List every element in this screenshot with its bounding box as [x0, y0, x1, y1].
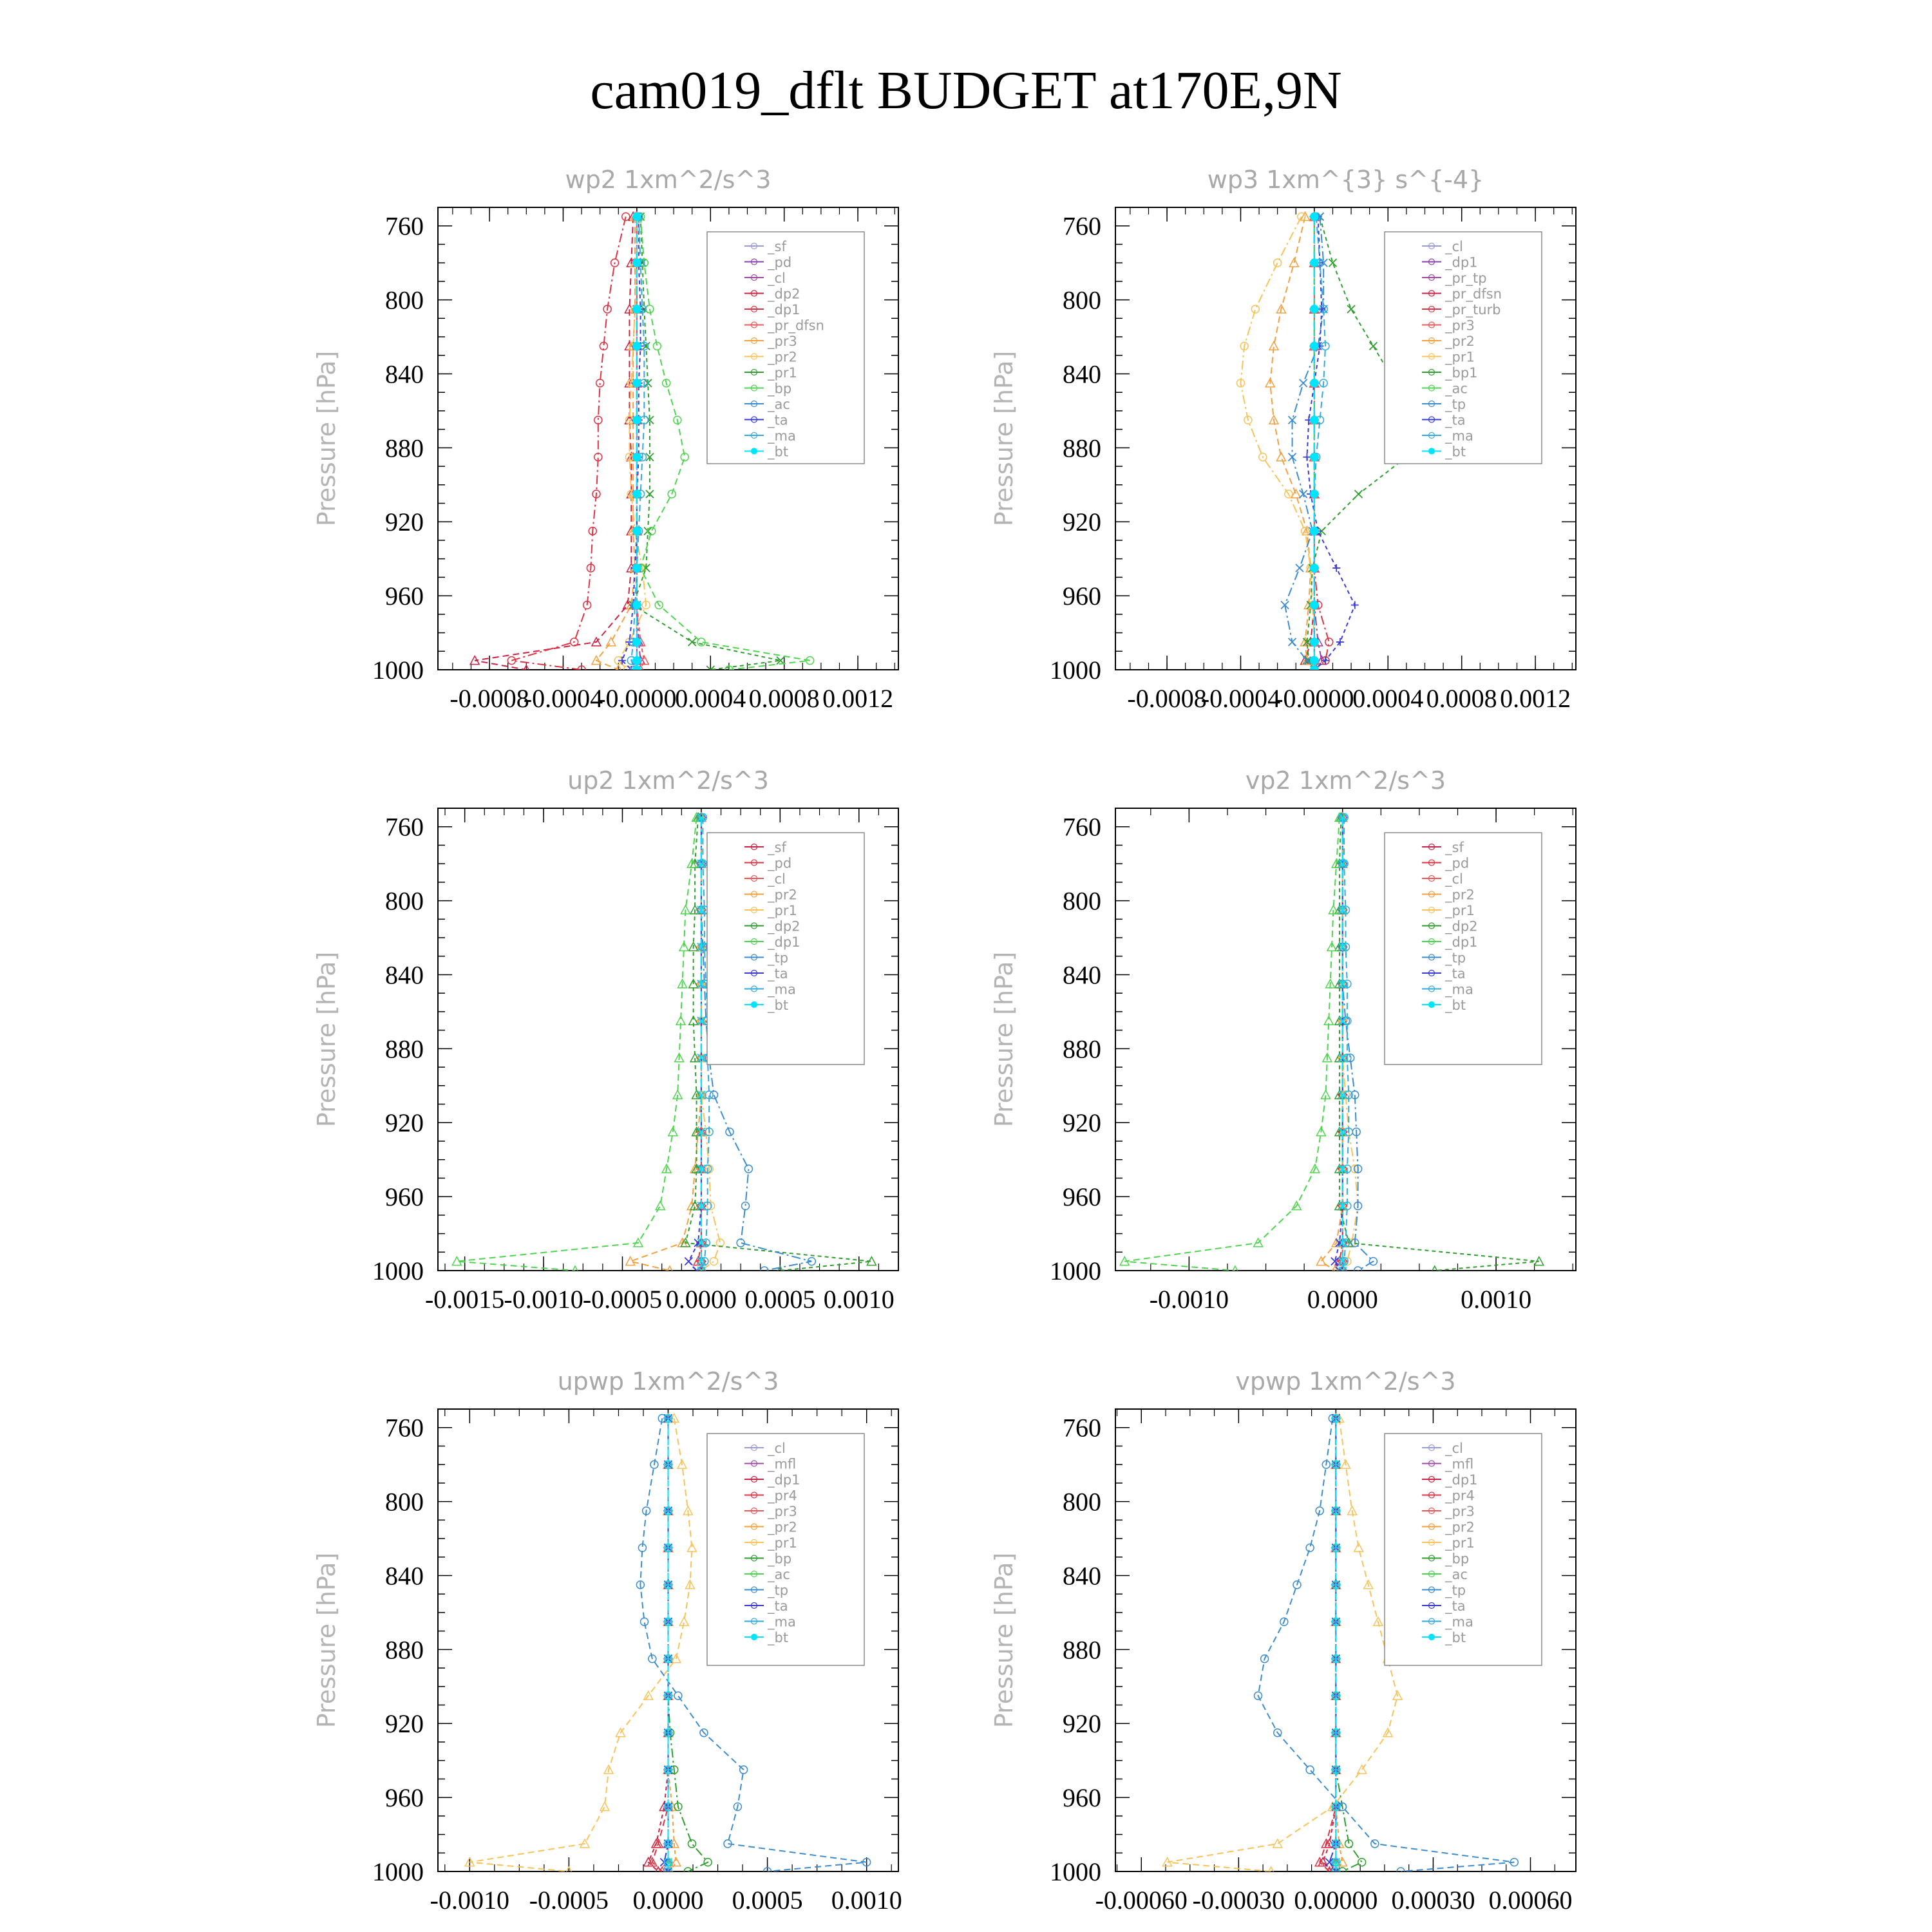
y-tick-label: 1000: [1050, 1256, 1101, 1285]
x-tick-label: 0.0010: [831, 1886, 902, 1915]
data-point: [710, 1258, 718, 1265]
x-tick-label: 0.0012: [1500, 684, 1571, 713]
data-point: [633, 527, 641, 535]
y-tick-label: 760: [385, 1413, 424, 1443]
page-title: cam019_dflt BUDGET at170E,9N: [590, 61, 1342, 120]
legend-label: _pr_tp: [1445, 270, 1487, 286]
data-point: [744, 1165, 752, 1173]
y-axis-label: Pressure [hPa]: [312, 951, 341, 1128]
y-tick-label: 1000: [372, 656, 424, 685]
data-point: [646, 490, 654, 498]
x-tick-label: 0.0000: [1307, 1285, 1378, 1314]
panel-3: [312, 766, 898, 1314]
legend-label: _pr_dfsn: [768, 317, 824, 334]
legend-label: _dp2: [768, 286, 800, 302]
legend-label: _pr4: [1445, 1488, 1475, 1504]
data-point: [1311, 666, 1318, 674]
legend-label: _bp: [1445, 1551, 1470, 1567]
legend-label: _ma: [768, 428, 796, 444]
data-point: [633, 305, 641, 313]
panel-title: upwp 1xm^2/s^3: [557, 1367, 779, 1396]
legend-label: _tp: [1445, 950, 1466, 966]
legend-label: _dp1: [1445, 934, 1478, 950]
data-point: [626, 1257, 635, 1265]
data-point: [710, 1091, 718, 1099]
legend-marker: [752, 1634, 757, 1640]
series-dp2: [470, 212, 638, 674]
y-tick-label: 920: [1063, 1108, 1101, 1138]
data-point: [633, 453, 641, 461]
legend-label: _sf: [1445, 840, 1464, 855]
data-point: [1306, 1766, 1314, 1774]
legend-label: _sf: [768, 840, 786, 855]
data-point: [1303, 453, 1311, 461]
legend-label: _pr2: [1445, 1519, 1475, 1535]
legend-label: _dp2: [768, 918, 800, 934]
series-pr2: [626, 813, 706, 1274]
y-tick-label: 880: [385, 1635, 424, 1665]
legend-label: _bt: [768, 1630, 789, 1645]
y-tick-label: 840: [1063, 359, 1101, 389]
legend-label: _ac: [768, 1567, 790, 1582]
y-tick-label: 840: [385, 359, 424, 389]
panel-6: [990, 1367, 1576, 1915]
y-tick-label: 840: [385, 1561, 424, 1591]
legend: [1385, 833, 1542, 1065]
x-tick-label: 0.0008: [748, 684, 820, 713]
y-tick-label: 800: [1063, 886, 1101, 916]
y-tick-label: 760: [1063, 812, 1101, 842]
legend-label: _ta: [1445, 1598, 1466, 1614]
data-point: [1289, 453, 1296, 461]
legend-label: _pr4: [768, 1488, 797, 1504]
y-tick-label: 760: [385, 812, 424, 842]
data-point: [1274, 259, 1282, 267]
panel-1: [312, 166, 898, 713]
data-point: [633, 490, 641, 498]
legend-label: _cl: [1445, 871, 1463, 887]
x-tick-label: -0.0015: [424, 1285, 505, 1314]
data-point: [688, 1840, 696, 1848]
x-tick-label: 0.0010: [823, 1285, 895, 1314]
y-tick-label: 960: [1063, 582, 1101, 611]
legend-label: _cl: [768, 871, 786, 887]
y-tick-label: 920: [385, 1108, 424, 1138]
x-tick-label: -0.0004: [1200, 684, 1281, 713]
y-axis-label: Pressure [hPa]: [990, 350, 1018, 527]
legend-label: _pr1: [1445, 1535, 1475, 1551]
legend-label: _pr1: [1445, 349, 1475, 365]
y-tick-label: 800: [385, 886, 424, 916]
legend-label: _pr2: [768, 349, 797, 365]
data-point: [1351, 601, 1359, 609]
x-tick-label: 0.0008: [1426, 684, 1497, 713]
legend-label: _bp: [768, 1551, 792, 1567]
data-point: [1358, 1859, 1366, 1866]
y-tick-label: 960: [385, 1783, 424, 1813]
data-point: [1311, 305, 1318, 313]
legend-label: _pr2: [1445, 887, 1475, 903]
legend-label: _dp1: [768, 934, 800, 950]
series-line: [1168, 1418, 1398, 1871]
panel-title: wp3 1xm^{3} s^{-4}: [1207, 166, 1484, 194]
legend-label: _cl: [768, 270, 786, 286]
series-pr1: [1163, 1414, 1403, 1875]
data-point: [1296, 564, 1303, 572]
panel-4: [990, 766, 1576, 1314]
y-tick-label: 960: [1063, 1783, 1101, 1813]
x-tick-label: -0.00060: [1095, 1886, 1188, 1915]
x-tick-label: -0.0010: [504, 1285, 583, 1314]
legend-label: _pd: [768, 855, 792, 871]
y-tick-label: 840: [385, 960, 424, 990]
legend-label: _ma: [768, 981, 796, 998]
data-point: [1302, 527, 1309, 535]
data-point: [1369, 342, 1377, 350]
legend-label: _pd: [768, 254, 792, 270]
x-tick-label: -0.0000: [597, 684, 677, 713]
legend-label: _bt: [1445, 444, 1466, 460]
x-tick-label: 0.0005: [744, 1285, 816, 1314]
series-dp1: [452, 813, 701, 1274]
y-tick-label: 920: [385, 1709, 424, 1739]
legend-label: _ac: [768, 397, 790, 412]
legend-label: _ma: [768, 1614, 796, 1630]
legend-label: _dp1: [1445, 254, 1478, 270]
y-tick-label: 880: [385, 1034, 424, 1064]
legend-label: _pr2: [768, 1519, 797, 1535]
legend-label: _pr1: [768, 365, 797, 381]
legend-label: _bp: [768, 381, 792, 397]
x-tick-label: -0.0005: [529, 1886, 609, 1915]
panel-title: vpwp 1xm^2/s^3: [1235, 1367, 1456, 1396]
legend-label: _dp1: [768, 302, 800, 317]
legend-label: _tp: [768, 950, 789, 966]
data-point: [1311, 657, 1318, 665]
panel-2: [990, 166, 1576, 713]
series-pr1: [1236, 213, 1318, 674]
data-point: [633, 259, 641, 267]
legend-label: _dp2: [1445, 918, 1478, 934]
data-point: [1300, 379, 1307, 387]
data-point: [1311, 564, 1318, 572]
x-tick-label: -0.0010: [1149, 1285, 1229, 1314]
series-line: [668, 1418, 708, 1871]
data-point: [648, 527, 656, 535]
legend-label: _ac: [1445, 1567, 1468, 1582]
data-point: [1306, 1544, 1314, 1551]
legend-label: _ta: [768, 1598, 788, 1614]
x-tick-label: -0.0010: [430, 1886, 509, 1915]
legend-label: _pr3: [1445, 1504, 1475, 1519]
legend-label: _dp1: [768, 1472, 800, 1488]
legend-label: _pr2: [768, 887, 797, 903]
x-tick-label: 0.0004: [1352, 684, 1424, 713]
legend-label: _cl: [1445, 1441, 1463, 1456]
panel-title: vp2 1xm^2/s^3: [1245, 766, 1446, 795]
legend-label: _bt: [1445, 1630, 1466, 1645]
legend: [707, 833, 864, 1065]
y-tick-label: 840: [1063, 1561, 1101, 1591]
y-tick-label: 960: [1063, 1182, 1101, 1212]
data-point: [596, 379, 604, 387]
legend-label: _tp: [768, 1582, 789, 1598]
series-line: [1124, 817, 1340, 1271]
legend-label: _tp: [1445, 397, 1466, 412]
y-tick-label: 880: [1063, 1034, 1101, 1064]
legend-label: _tp: [1445, 1582, 1466, 1598]
legend-label: _pr1: [768, 903, 797, 918]
panel-5: [312, 1367, 902, 1915]
legend-label: _ta: [1445, 412, 1466, 428]
data-point: [1329, 259, 1336, 267]
legend-label: _ma: [1445, 1614, 1473, 1630]
data-point: [1300, 490, 1307, 498]
legend-label: _sf: [768, 239, 786, 254]
legend-label: _pr_dfsn: [1445, 286, 1502, 302]
data-point: [633, 342, 641, 350]
series-line: [469, 1418, 692, 1871]
y-tick-label: 840: [1063, 960, 1101, 990]
series-dp1: [507, 213, 629, 674]
y-axis-label: Pressure [hPa]: [990, 1552, 1018, 1728]
data-point: [1311, 416, 1318, 424]
legend-marker: [1429, 1002, 1435, 1008]
legend-label: _pr_turb: [1445, 302, 1501, 317]
x-tick-label: -0.0008: [450, 684, 529, 713]
legend-marker: [1429, 1634, 1435, 1640]
x-tick-label: 0.0005: [732, 1886, 803, 1915]
data-point: [1311, 490, 1318, 498]
legend: [707, 232, 864, 464]
y-tick-label: 1000: [1050, 656, 1101, 685]
y-tick-label: 880: [1063, 1635, 1101, 1665]
legend-label: _ta: [768, 412, 788, 428]
x-tick-label: 0.0004: [675, 684, 746, 713]
data-point: [1273, 1839, 1282, 1848]
data-point: [633, 666, 641, 674]
y-tick-label: 800: [1063, 1487, 1101, 1517]
y-tick-label: 920: [1063, 507, 1101, 537]
x-tick-label: -0.0000: [1274, 684, 1354, 713]
legend-label: _bt: [768, 444, 789, 460]
legend-label: _pr1: [768, 1535, 797, 1551]
data-point: [1358, 1765, 1367, 1774]
x-tick-label: -0.00030: [1192, 1886, 1285, 1915]
y-tick-label: 800: [385, 285, 424, 315]
legend-label: _cl: [768, 1441, 786, 1456]
data-point: [1311, 213, 1318, 220]
legend-label: _mfl: [1445, 1456, 1474, 1472]
legend-label: _ac: [1445, 381, 1468, 397]
x-tick-label: -0.0005: [582, 1285, 663, 1314]
legend-label: _bt: [1445, 998, 1466, 1013]
legend-label: _ma: [1445, 981, 1473, 998]
data-point: [633, 564, 641, 572]
data-point: [716, 1239, 724, 1247]
legend-label: _mfl: [768, 1456, 797, 1472]
data-point: [1311, 601, 1318, 609]
x-tick-label: 0.00030: [1391, 1886, 1475, 1915]
legend-label: _pr3: [1445, 317, 1475, 334]
y-tick-label: 760: [385, 211, 424, 241]
legend-marker: [1429, 448, 1435, 454]
data-point: [633, 638, 641, 646]
data-point: [594, 416, 602, 424]
y-tick-label: 880: [1063, 433, 1101, 463]
data-point: [633, 379, 641, 387]
data-point: [607, 638, 616, 646]
y-tick-label: 960: [385, 1182, 424, 1212]
x-tick-label: 0.0010: [1461, 1285, 1532, 1314]
data-point: [1318, 305, 1325, 313]
y-axis-label: Pressure [hPa]: [990, 951, 1018, 1128]
legend-label: _pr1: [1445, 903, 1475, 918]
legend: [1385, 232, 1542, 464]
legend-label: _cl: [1445, 239, 1463, 254]
x-tick-label: -0.0004: [523, 684, 603, 713]
x-tick-label: 0.0000: [665, 1285, 737, 1314]
y-tick-label: 1000: [1050, 1857, 1101, 1886]
data-point: [633, 657, 641, 665]
data-point: [633, 601, 641, 609]
legend-label: _bt: [768, 998, 789, 1013]
y-axis-label: Pressure [hPa]: [312, 350, 341, 527]
legend-marker: [752, 448, 757, 454]
data-point: [674, 1692, 682, 1700]
data-point: [1311, 453, 1318, 461]
legend-label: _pr3: [768, 334, 797, 349]
data-point: [1311, 259, 1318, 267]
data-point: [1311, 342, 1318, 350]
data-point: [600, 1802, 609, 1810]
y-tick-label: 800: [1063, 285, 1101, 315]
data-point: [633, 416, 641, 424]
x-tick-label: 0.0000: [632, 1886, 704, 1915]
data-point: [1355, 490, 1363, 498]
legend-label: _ta: [768, 966, 788, 981]
data-point: [741, 1202, 749, 1209]
y-tick-label: 920: [1063, 1709, 1101, 1739]
x-tick-label: 0.0012: [822, 684, 894, 713]
y-tick-label: 920: [385, 507, 424, 537]
legend-label: _pr3: [768, 1504, 797, 1519]
legend: [1385, 1434, 1542, 1665]
legend-label: _ma: [1445, 428, 1473, 444]
y-tick-label: 960: [385, 582, 424, 611]
series-line: [511, 216, 625, 670]
data-point: [1332, 564, 1340, 572]
y-tick-label: 1000: [372, 1857, 424, 1886]
panel-title: wp2 1xm^2/s^3: [565, 166, 772, 194]
y-axis-label: Pressure [hPa]: [312, 1552, 341, 1728]
y-tick-label: 1000: [372, 1256, 424, 1285]
data-point: [1311, 527, 1318, 535]
panel-title: up2 1xm^2/s^3: [567, 766, 769, 795]
data-point: [1311, 379, 1318, 387]
legend-label: _bp1: [1445, 365, 1478, 381]
y-tick-label: 800: [385, 1487, 424, 1517]
series-line: [1240, 216, 1314, 670]
legend-label: _pr2: [1445, 334, 1475, 349]
x-tick-label: -0.0008: [1127, 684, 1207, 713]
y-tick-label: 880: [385, 433, 424, 463]
data-point: [1347, 305, 1355, 313]
data-point: [1251, 305, 1259, 313]
x-tick-label: 0.00060: [1488, 1886, 1573, 1915]
legend-marker: [752, 1002, 757, 1008]
y-tick-label: 760: [1063, 1413, 1101, 1443]
data-point: [1311, 638, 1318, 646]
y-tick-label: 760: [1063, 211, 1101, 241]
series-line: [475, 216, 633, 670]
legend-label: _ta: [1445, 966, 1466, 981]
data-point: [633, 213, 641, 220]
x-tick-label: 0.00000: [1294, 1886, 1378, 1915]
data-point: [685, 1258, 692, 1265]
legend-label: _dp1: [1445, 1472, 1478, 1488]
series-dp1: [1120, 813, 1344, 1274]
legend: [707, 1434, 864, 1665]
legend-label: _pd: [1445, 855, 1470, 871]
